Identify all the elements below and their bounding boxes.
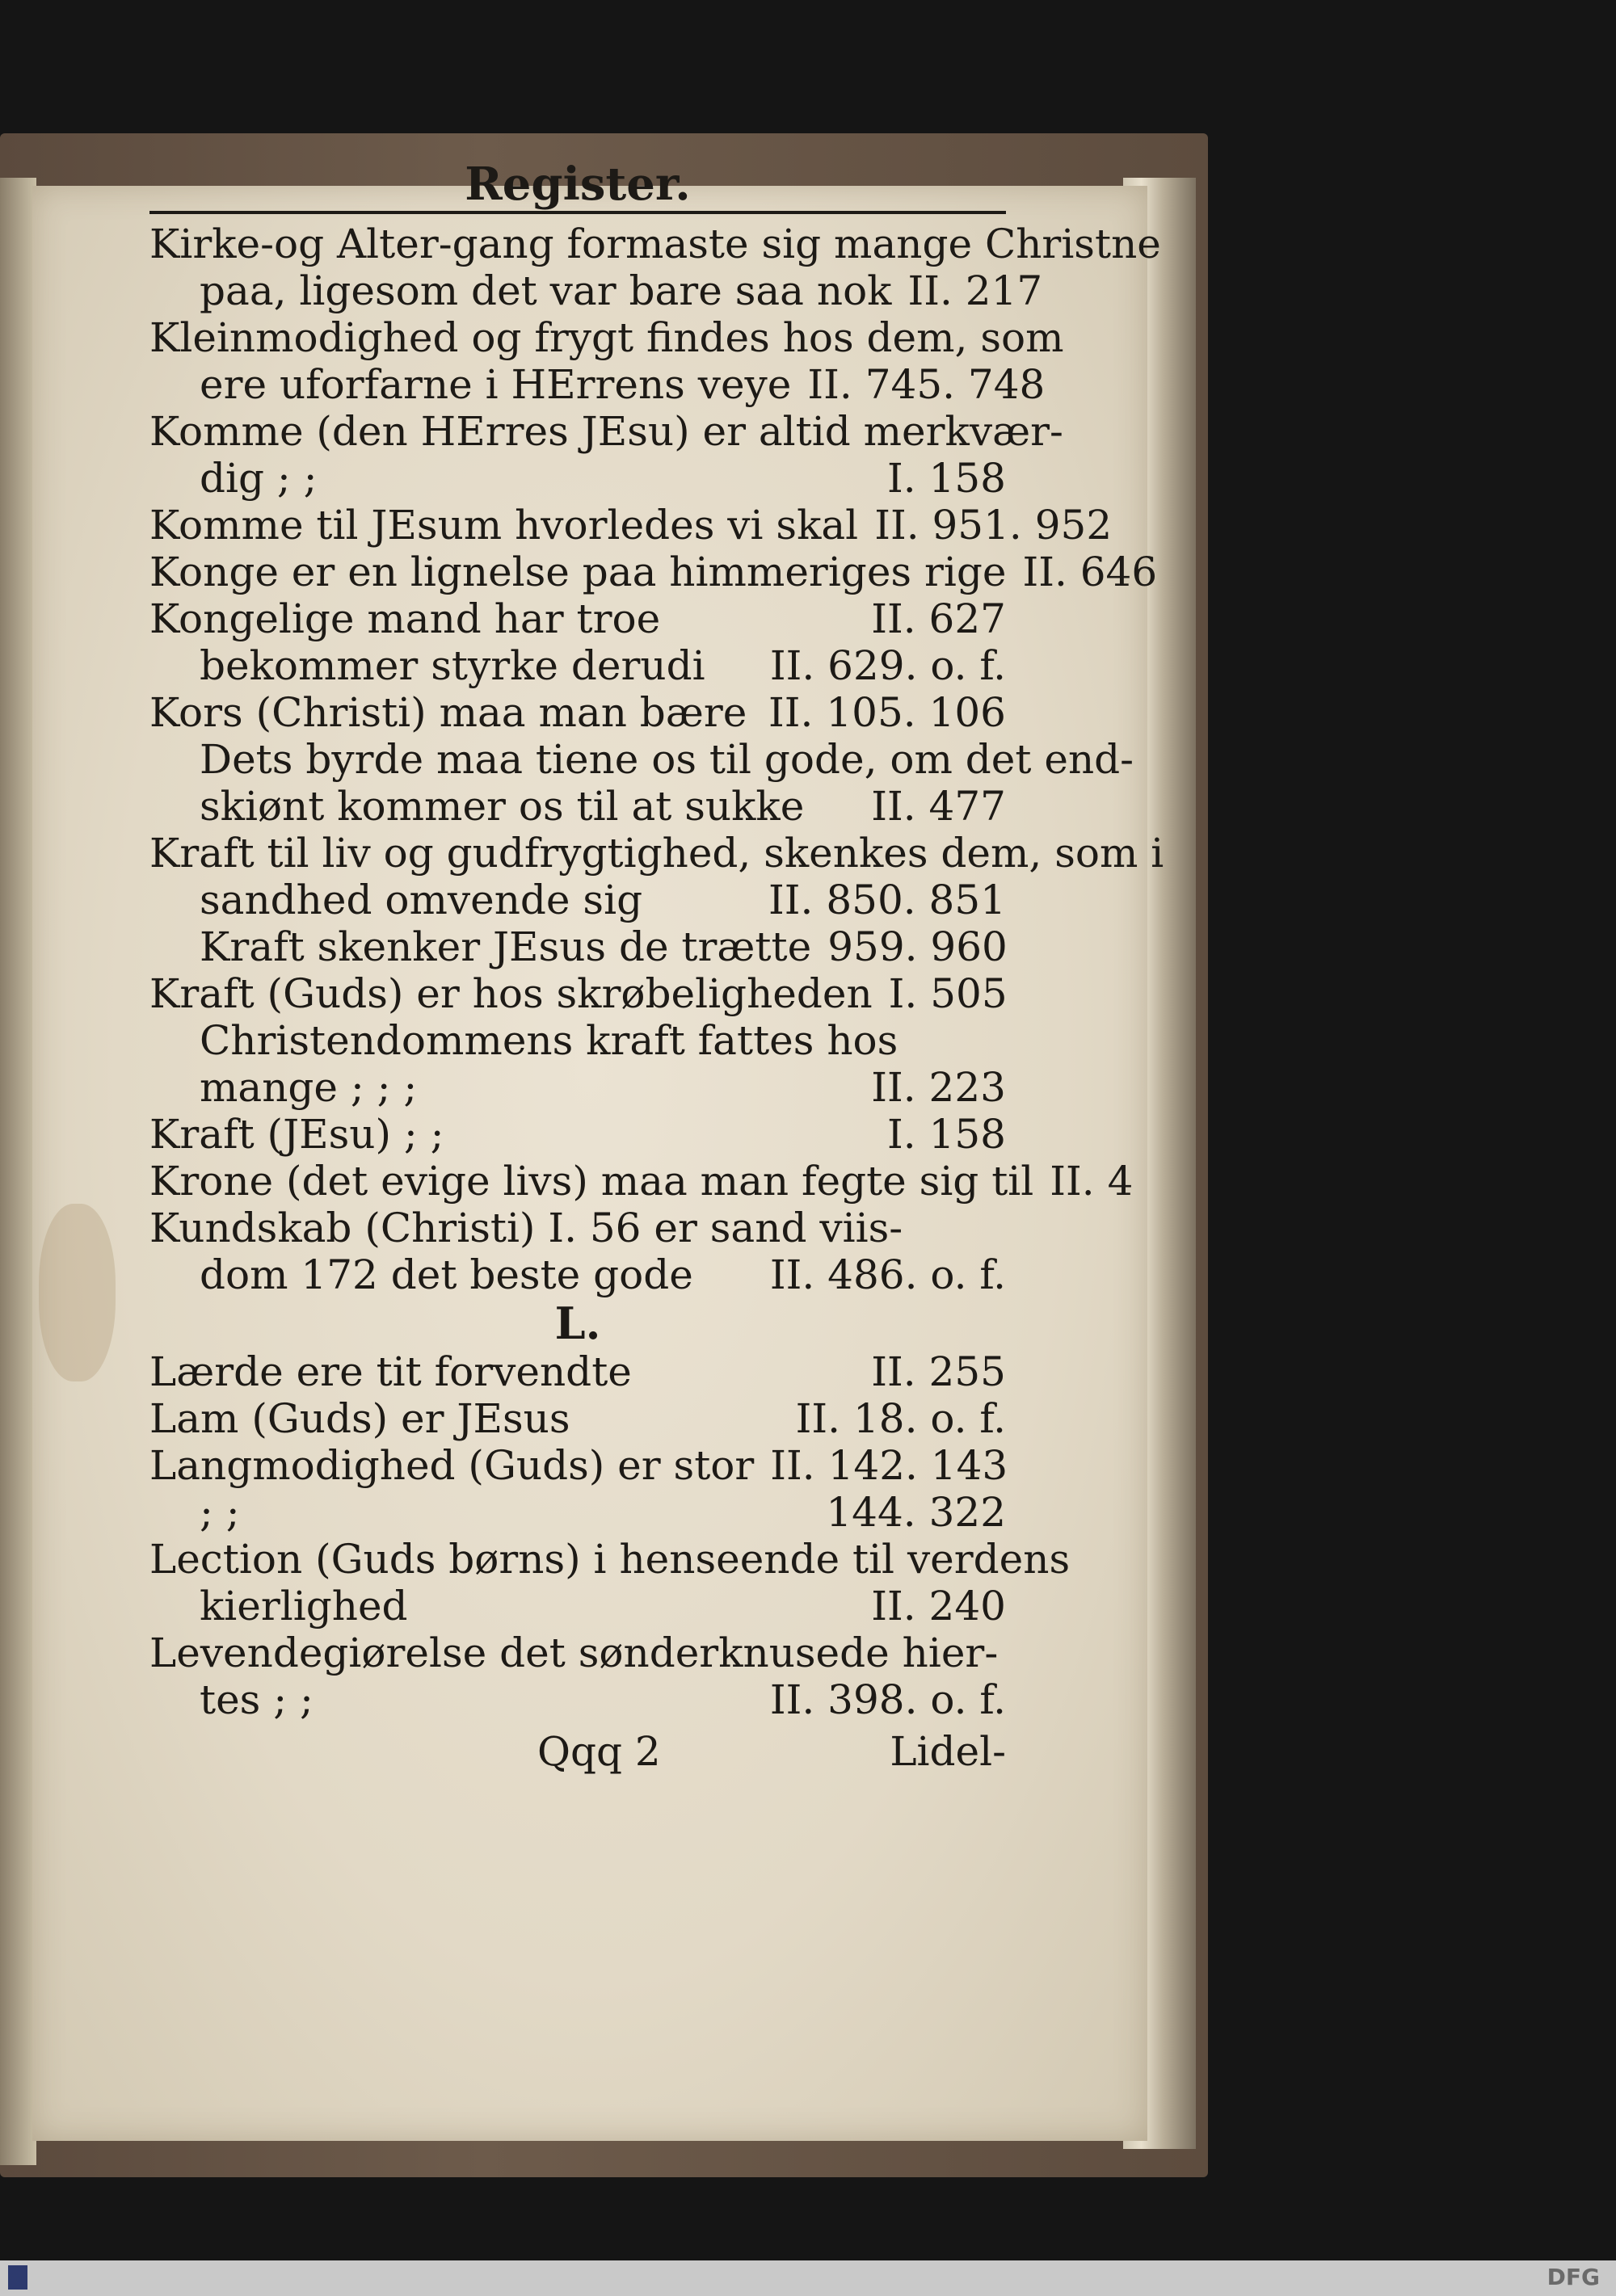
entry-text: bekommer styrke derudi (200, 642, 705, 689)
register-entry (149, 1629, 1006, 1676)
entry-text: Komme til JEsum hvorledes vi skal (149, 502, 859, 549)
entry-reference: II. 255 (871, 1348, 1006, 1395)
register-entry (149, 1251, 1006, 1298)
register-entry (149, 221, 1161, 267)
entry-reference: II. 486. o. f. (769, 1251, 1006, 1298)
register-entry (149, 1064, 1006, 1111)
entry-text: tes ; ; (200, 1676, 314, 1723)
entry-text: skiønt kommer os til at sukke (200, 783, 805, 830)
signature-mark: Qqq 2 (537, 1728, 661, 1775)
entry-text: Kundskab (Christi) I. 56 er sand viis- (149, 1205, 903, 1251)
entry-reference: II. 223 (871, 1064, 1006, 1111)
dfg-label: DFG (1547, 2264, 1600, 2290)
register-entry (149, 1395, 1006, 1442)
entry-reference: I. 158 (887, 1111, 1006, 1158)
entry-reference: I. 158 (887, 455, 1006, 502)
stain (39, 1204, 116, 1381)
entry-text: Kraft skenker JEsus de trætte (200, 923, 812, 970)
register-entry (149, 830, 1164, 877)
entry-text: Dets byrde maa tiene os til gode, om det end- (200, 736, 1134, 783)
entry-text: Kirke-og Alter-gang formaste sig mange Christne (149, 221, 1161, 267)
page-header: Register. (465, 158, 691, 211)
register-entry (149, 1489, 1006, 1536)
entry-text: mange ; ; ; (200, 1064, 418, 1111)
entry-text: Kleinmodighed og frygt findes hos dem, som (149, 314, 1064, 361)
entry-reference: II. 627 (871, 595, 1006, 642)
entry-text: dig ; ; (200, 455, 318, 502)
register-entry (149, 314, 1064, 361)
register-entry (149, 1017, 1006, 1064)
entry-reference: II. 850. 851 (768, 877, 1006, 923)
register-entry (149, 642, 1006, 689)
entry-text: Lam (Guds) er JEsus (149, 1395, 570, 1442)
register-entry (149, 1442, 1006, 1489)
entry-text: Lection (Guds børns) i henseende til verdens (149, 1536, 1071, 1583)
entry-reference: II. 105. 106 (768, 689, 1006, 736)
register-entry (149, 455, 1006, 502)
entry-reference: II. 477 (871, 783, 1006, 830)
entry-text: Kongelige mand har troe (149, 595, 661, 642)
entry-text: kierlighed (200, 1583, 408, 1629)
register-entry (149, 1205, 1006, 1251)
entry-reference: II. 142. 143 (770, 1442, 1008, 1489)
entry-reference: II. 398. o. f. (769, 1676, 1006, 1723)
entry-text: Kraft (JEsu) ; ; (149, 1111, 444, 1158)
register-entry (149, 783, 1006, 830)
register-entry (149, 361, 1046, 408)
catchword: Lidel- (890, 1728, 1006, 1775)
register-entry (149, 1676, 1006, 1723)
entry-text: Krone (det evige livs) maa man fegte sig til (149, 1158, 1034, 1205)
entry-reference: II. 4 (1050, 1158, 1134, 1205)
register-entry (149, 595, 1006, 642)
register-entry (149, 923, 1006, 970)
register-entry (149, 267, 1043, 314)
header-rule (149, 211, 1006, 214)
entry-text: Komme (den HErres JEsu) er altid merkvær- (149, 408, 1063, 455)
entry-text: dom 172 det beste gode (200, 1251, 693, 1298)
register-entry (149, 1158, 1134, 1205)
entry-text: Konge er en lignelse paa himmeriges rige (149, 549, 1007, 595)
entry-reference: II. 646 (1022, 549, 1158, 595)
entry-text: Kraft til liv og gudfrygtighed, skenkes dem, som i (149, 830, 1164, 877)
entry-text: Langmodighed (Guds) er stor (149, 1442, 755, 1489)
entry-reference: II. 629. o. f. (769, 642, 1006, 689)
register-entry (149, 877, 1006, 923)
entry-reference: II. 217 (907, 267, 1043, 314)
entry-reference: 144. 322 (826, 1489, 1006, 1536)
section-letter: L. (554, 1297, 601, 1349)
entry-text: Kraft (Guds) er hos skrøbeligheden (149, 970, 873, 1017)
entry-text: paa, ligesom det var bare saa nok (200, 267, 892, 314)
entry-text: sandhed omvende sig (200, 877, 643, 923)
entry-reference: II. 951. 952 (874, 502, 1113, 549)
register-entry (149, 502, 1113, 549)
register-entry (149, 736, 1134, 783)
register-entry (149, 408, 1063, 455)
entry-reference: II. 745. 748 (807, 361, 1046, 408)
entry-reference: 959. 960 (827, 923, 1008, 970)
entry-text: Lærde ere tit forvendte (149, 1348, 632, 1395)
page-footer (149, 1728, 1006, 1775)
entry-text: ; ; (200, 1489, 240, 1536)
entries-l (149, 1348, 1071, 1723)
entry-text: Christendommens kraft fattes hos (200, 1017, 898, 1064)
register-entry (149, 1536, 1071, 1583)
entry-text: ere uforfarne i HErrens veye (200, 361, 792, 408)
register-entry (149, 1111, 1006, 1158)
entry-reference: II. 18. o. f. (795, 1395, 1006, 1442)
library-logo-icon (8, 2265, 27, 2290)
entries-k (149, 221, 1164, 1298)
register-entry (149, 689, 1006, 736)
entry-reference: I. 505 (888, 970, 1008, 1017)
page-text (149, 158, 1164, 1775)
register-entry (149, 1348, 1006, 1395)
register-entry (149, 970, 1006, 1017)
entry-text: Levendegiørelse det sønderknusede hier- (149, 1629, 999, 1676)
entry-text: Kors (Christi) maa man bære (149, 689, 747, 736)
entry-reference: II. 240 (871, 1583, 1006, 1629)
viewer-bottom-bar (0, 2260, 1616, 2296)
register-entry (149, 1583, 1006, 1629)
left-page-edge (0, 178, 36, 2165)
register-entry (149, 549, 1158, 595)
